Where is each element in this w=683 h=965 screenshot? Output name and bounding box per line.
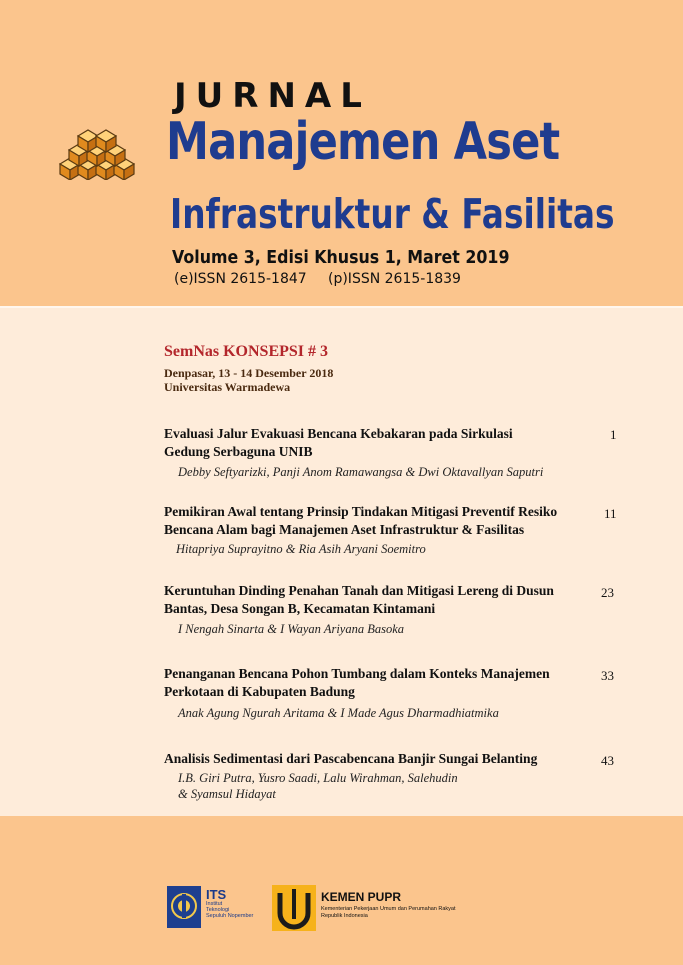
stacked-cubes-icon — [58, 124, 136, 180]
its-logo-text — [206, 888, 253, 919]
article-page-number: 43 — [601, 753, 614, 768]
journal-label: JURNAL — [174, 76, 371, 116]
article-authors-line2: & Syamsul Hidayat — [178, 787, 276, 801]
article-title[interactable] — [164, 582, 594, 618]
article-title-line1: Analisis Sedimentasi dari Pascabencana Banjir Sungai Belanting — [164, 751, 538, 766]
article-authors-line1: I.B. Giri Putra, Yusro Saadi, Lalu Wirahman, Salehudin — [178, 771, 458, 785]
article-authors: I Nengah Sinarta & I Wayan Ariyana Basoka — [178, 622, 405, 636]
its-sub1: Institut — [206, 901, 223, 907]
article-title-line1: Evaluasi Jalur Evakuasi Bencana Kebakaran pada Sirkulasi — [164, 426, 513, 441]
article-page-number: 1 — [610, 427, 617, 442]
journal-title-line2: Infrastruktur & Fasilitas — [170, 190, 615, 238]
article-page-number: 33 — [601, 668, 614, 683]
article-title[interactable] — [164, 425, 594, 461]
article-title-line2: Bencana Alam bagi Manajemen Aset Infrastruktur & Fasilitas — [164, 522, 525, 537]
article-title[interactable] — [164, 665, 594, 701]
event-location-date: Denpasar, 13 - 14 Desember 2018 — [164, 366, 334, 380]
article-authors — [178, 770, 598, 802]
its-name: ITS — [206, 887, 227, 902]
article-title-line2: Gedung Serbaguna UNIB — [164, 444, 313, 459]
event-name: SemNas KONSEPSI # 3 — [164, 343, 329, 360]
its-sub2: Teknologi — [206, 907, 230, 913]
volume-info: Volume 3, Edisi Khusus 1, Maret 2019 — [172, 247, 510, 268]
event-university: Universitas Warmadewa — [164, 380, 291, 394]
article-title-line2: Bantas, Desa Songan B, Kecamatan Kintamani — [164, 601, 436, 616]
issn-print: (p)ISSN 2615-1839 — [328, 271, 461, 287]
article-title[interactable] — [164, 503, 594, 539]
issn-electronic: (e)ISSN 2615-1847 — [174, 271, 307, 287]
pupr-sub1: Kementerian Pekerjaan Umum dan Perumahan Rakyat — [321, 906, 456, 912]
article-authors: Hitapriya Suprayitno & Ria Asih Aryani Soemitro — [176, 542, 426, 556]
pupr-sub2: Republik Indonesia — [321, 913, 368, 919]
journal-title-line1: Manajemen Aset — [166, 112, 560, 172]
cover-header — [0, 0, 683, 306]
article-page-number: 23 — [601, 585, 614, 600]
article-title[interactable] — [164, 750, 594, 768]
article-page-number: 11 — [604, 506, 617, 521]
article-title-line1: Penanganan Bencana Pohon Tumbang dalam Konteks Manajemen — [164, 666, 550, 681]
article-authors: Anak Agung Ngurah Aritama & I Made Agus Dharmadhiatmika — [178, 706, 499, 720]
article-title-line1: Pemikiran Awal tentang Prinsip Tindakan Mitigasi Preventif Resiko — [164, 504, 558, 519]
article-title-line1: Keruntuhan Dinding Penahan Tanah dan Mitigasi Lereng di Dusun — [164, 583, 554, 598]
its-sub3: Sepuluh Nopember — [206, 913, 254, 919]
pupr-name: KEMEN PUPR — [321, 890, 402, 904]
article-authors: Debby Seftyarizki, Panji Anom Ramawangsa & Dwi Oktavallyan Saputri — [178, 465, 544, 479]
article-title-line2: Perkotaan di Kabupaten Badung — [164, 684, 355, 699]
contents-panel — [0, 306, 683, 818]
pupr-subtitle — [321, 906, 456, 920]
